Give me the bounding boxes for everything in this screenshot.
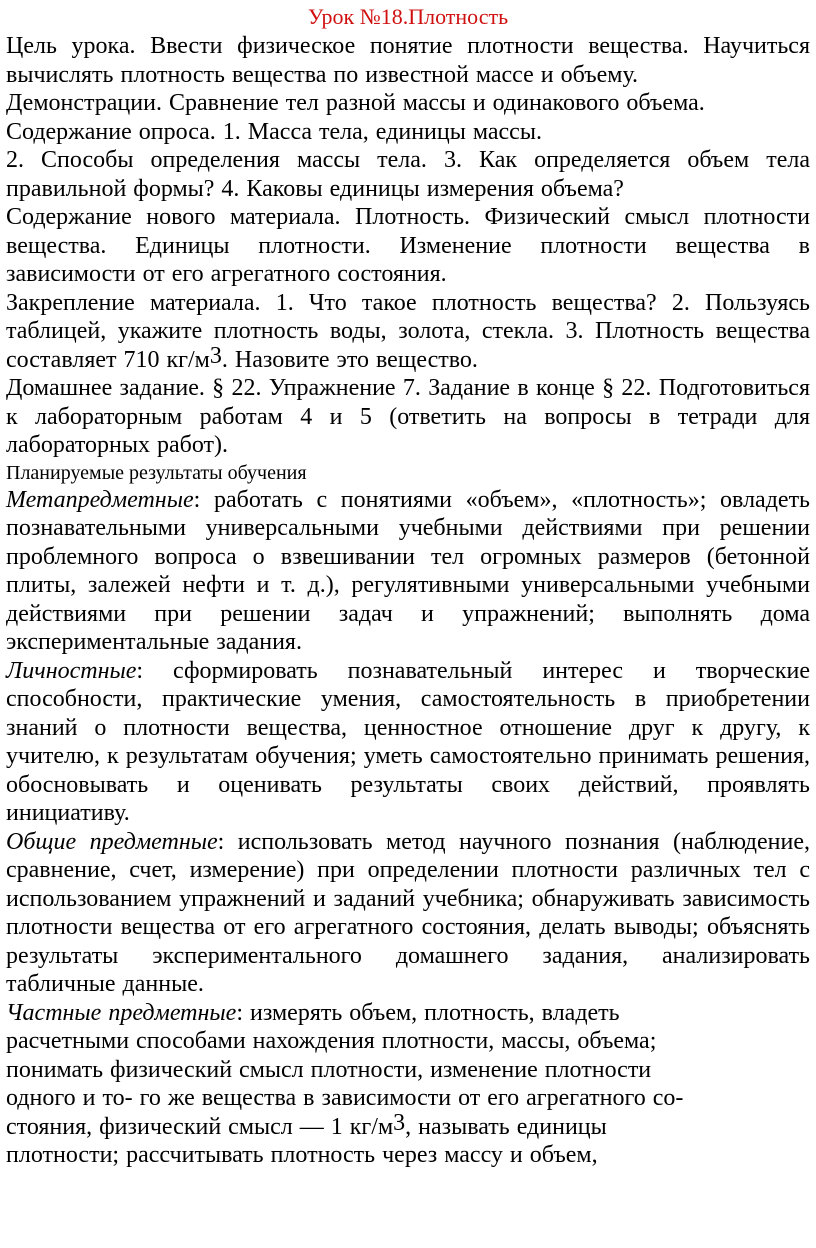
private-line-4: одного и то- го же вещества в зависимости от его агрегатного со-: [6, 1085, 684, 1111]
private-line-1: [6, 999, 810, 1028]
private-text-5b: , называть единицы: [405, 1113, 607, 1140]
survey-content-1: Содержание опроса. 1. Масса тела, единицы массы.: [6, 118, 542, 145]
private-line-2: расчетными способами нахождения плотности, массы, объема;: [6, 1028, 657, 1054]
private-text-1: : измерять объем, плотность, владеть: [236, 999, 620, 1026]
page-title: Урок №18.Плотность: [307, 4, 509, 29]
private-line-3: понимать физический смысл плотности, изменение плотности: [6, 1056, 652, 1083]
private-line-5: [6, 1109, 810, 1142]
reinforcement-text-end: . Назовите это вещество.: [221, 346, 478, 373]
personal-results: [6, 657, 810, 828]
results-heading: Планируемые результаты обучения: [6, 461, 307, 484]
general-subject-results: [6, 828, 810, 999]
cubic-superscript-2: 3: [393, 1109, 406, 1136]
private-subject-results: [6, 999, 810, 1170]
meta-results: [6, 486, 810, 657]
reinforcement-text: Закрепление материала. 1. Что такое плотность вещества? 2. Пользуясь таблицей, укажите плотность воды, золота, стекла. 3. Плотность вещества составляет 710 кг/м: [6, 289, 810, 373]
reinforcement: [6, 289, 810, 375]
meta-label: Метапредметные: [6, 486, 194, 513]
private-line-6: плотности; рассчитывать плотность через массу и объем,: [6, 1142, 598, 1168]
personal-label: Личностные: [6, 657, 137, 684]
private-text-5a: стояния, физический смысл — 1 кг/м: [6, 1113, 394, 1140]
new-material: Содержание нового материала. Плотность. Физический смысл плотности вещества. Единицы плотности. Изменение плотности вещества в зависимости от его агрегатного состояния.: [6, 204, 810, 287]
general-text: : использовать метод научного познания (наблюдение, сравнение, счет, измерение) при определении плотности различных тел с использованием упражнений и заданий учебника; обнаруживать зависимость плотности вещества от его агрегатного состояния, делать выводы; объяснять результаты экспериментального домашнего задания, анализировать табличные данные.: [6, 828, 810, 997]
private-label: Частные предметные: [6, 999, 237, 1026]
cubic-superscript: 3: [209, 342, 222, 369]
general-label: Общие предметные: [6, 828, 218, 855]
homework: Домашнее задание. § 22. Упражнение 7. Задание в конце § 22. Подготовиться к лабораторным работам 4 и 5 (ответить на вопросы в тетради для лабораторных работ).: [6, 375, 810, 458]
personal-text: : сформировать познавательный интерес и творческие способности, практические умения, самостоятельность в приобретении знаний о плотности вещества, ценностное отношение друг к другу, к учителю, к результатам обучения; уметь самостоятельно принимать решения, обосновывать и оценивать результаты своих действий, проявлять инициативу.: [6, 657, 810, 826]
survey-content-2: 2. Способы определения массы тела. 3. Как определяется объем тела правильной формы? 4. Каковы единицы измерения объема?: [6, 147, 810, 202]
meta-text: : работать с понятиями «объем», «плотность»; овладеть познавательными универсальными учебными действиями при решении проблемного вопроса о взвешивании тел огромных размеров (бетонной плиты, залежей нефти и т. д.), регулятивными универсальными учебными действиями при решении задач и упражнений; выполнять дома экспериментальные задания.: [6, 486, 810, 655]
demonstrations: Демонстрации. Сравнение тел разной массы и одинакового объема.: [6, 90, 705, 116]
lesson-goal: Цель урока. Ввести физическое понятие плотности вещества. Научиться вычислять плотность вещества по известной массе и объему.: [6, 33, 810, 88]
